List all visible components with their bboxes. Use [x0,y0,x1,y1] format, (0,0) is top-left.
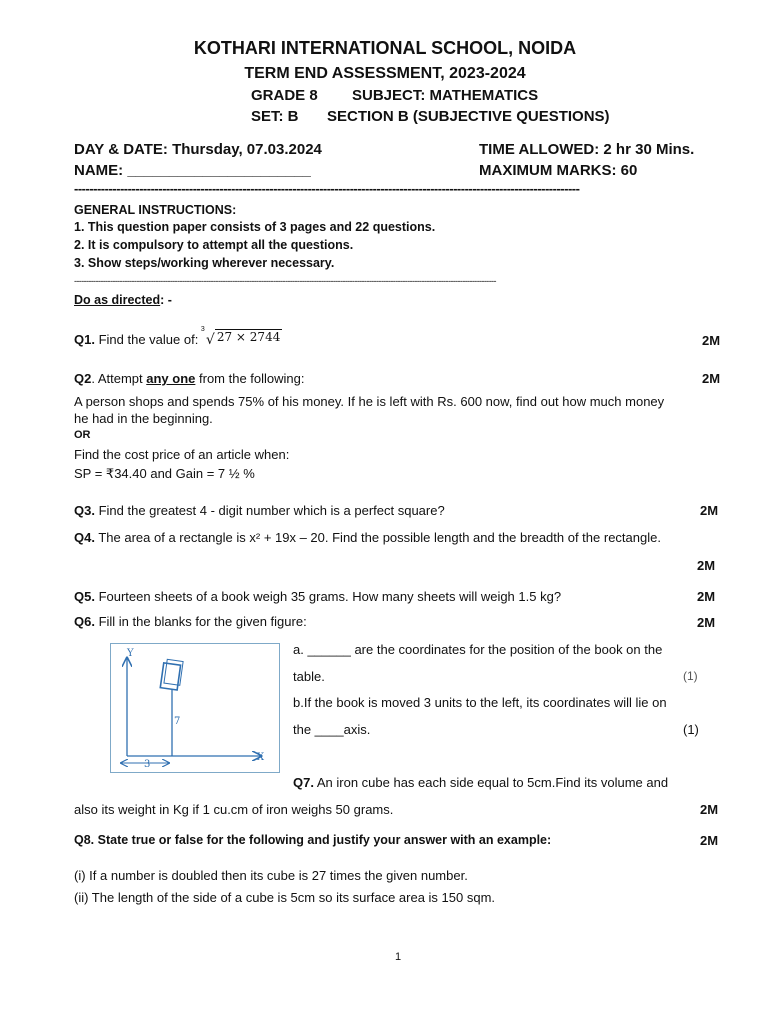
question-5 [74,589,561,604]
q6-part-b-marks: (1) [683,722,699,737]
question-2 [74,371,305,386]
q2-number: Q2 [74,371,92,386]
q3-marks: 2M [700,503,719,518]
section-label [74,293,172,307]
separator-line: ------------------------------------------------------------------------------------------------------------------------------------ [74,181,580,196]
q6-part-a-line: table. [293,669,325,684]
q6-marks: 2M [697,615,716,630]
time-allowed: TIME ALLOWED: 2 hr 30 Mins. [479,141,695,158]
q1-marks: 2M [702,333,721,348]
exam-title: TERM END ASSESSMENT, 2023-2024 [244,65,526,82]
subject: SUBJECT: MATHEMATICS [352,87,539,104]
height-label: 7 [174,716,181,727]
section-title: SECTION B (SUBJECTIVE QUESTIONS) [327,108,610,125]
q7-text: An iron cube has each side equal to 5cm.Find its volume and [313,775,669,790]
question-4 [74,530,661,545]
day-date: DAY & DATE: Thursday, 07.03.2024 [74,141,322,158]
q6-figure [110,643,280,773]
q3-number: Q3. [74,503,95,518]
q2-pre: . Attempt [91,371,147,386]
instruction-item: 3. Show steps/working wherever necessary. [74,256,335,270]
school-name: KOTHARI INTERNATIONAL SCHOOL, NOIDA [193,38,577,58]
q2-part-b-line: Find the cost price of an article when: [74,447,290,462]
book-icon [160,659,183,690]
maximum-marks: MAXIMUM MARKS: 60 [479,162,638,179]
section-label-suffix: : - [160,293,172,307]
question-8: Q8. State true or false for the following and justify your answer with an example: [74,833,552,847]
name-field: NAME: ______________________ [74,162,311,179]
question-3 [74,503,445,518]
q2-part-a-line: A person shops and spends 75% of his money. If he is left with Rs. 600 now, find out how much money [74,394,665,409]
q2-post: from the following: [195,371,305,386]
q8-statement: (ii) The length of the side of a cube is 5cm so its surface area is 150 sqm. [74,890,496,905]
q2-or: OR [74,429,91,441]
q5-text: Fourteen sheets of a book weigh 35 grams. How many sheets will weigh 1.5 kg? [94,589,562,604]
q4-marks: 2M [697,558,716,573]
q2-part-b-line: SP = ₹34.40 and Gain = 7 ½ % [74,466,255,481]
y-label: Y [127,648,134,659]
q8-marks: 2M [700,833,719,848]
q2-part-a-line: he had in the beginning. [74,411,213,426]
q1-radical [200,326,282,348]
q4-number: Q4. [74,530,95,545]
question-6 [74,614,307,629]
q8-statement: (i) If a number is doubled then its cube is 27 times the given number. [74,868,468,883]
q4-text: The area of a rectangle is x² + 19x – 20. Find the possible length and the breadth of the rectangle. [94,530,661,545]
q6-number: Q6. [74,614,95,629]
page-number: 1 [395,951,402,963]
q7-text-continued: also its weight in Kg if 1 cu.cm of iron weighs 50 grams. [74,802,394,817]
q2-marks: 2M [702,371,721,386]
instruction-item: 1. This question paper consists of 3 pages and 22 questions. [74,220,436,234]
distance-label: 3 [144,759,151,770]
q7-number: Q7. [293,775,314,790]
coordinate-diagram [111,644,279,772]
question-7 [293,775,668,790]
q6-part-a-marks: (1) [683,669,698,683]
q1-number: Q1. [74,332,95,347]
q5-number: Q5. [74,589,95,604]
q6-part-b-line: b.If the book is moved 3 units to the left, its coordinates will lie on [293,695,667,710]
q2-emphasis: any one [146,371,196,386]
q5-marks: 2M [697,589,716,604]
root-sign: √ [205,332,215,348]
grade: GRADE 8 [251,87,318,104]
q6-part-b-line: the ____axis. [293,722,371,737]
instructions-heading: GENERAL INSTRUCTIONS: [74,203,237,217]
q3-text: Find the greatest 4 - digit number which is a perfect square? [94,503,445,518]
q1-text: Find the value of: [94,332,202,347]
question-1 [74,326,282,348]
separator-line-thin: -------------------------------------------------------------------------------------------------------------------------------------------------------------------------------- [74,276,496,286]
q6-text: Fill in the blanks for the given figure: [94,614,307,629]
q7-marks: 2M [700,802,719,817]
x-label: X [257,752,265,763]
q6-part-a-line: a. ______ are the coordinates for the position of the book on the [293,642,663,657]
set: SET: B [251,108,299,125]
instruction-item: 2. It is compulsory to attempt all the questions. [74,238,354,252]
root-index: 3 [200,326,205,333]
q1-expression: 27 × 2744 [216,330,281,344]
section-label-text: Do as directed [74,293,161,307]
